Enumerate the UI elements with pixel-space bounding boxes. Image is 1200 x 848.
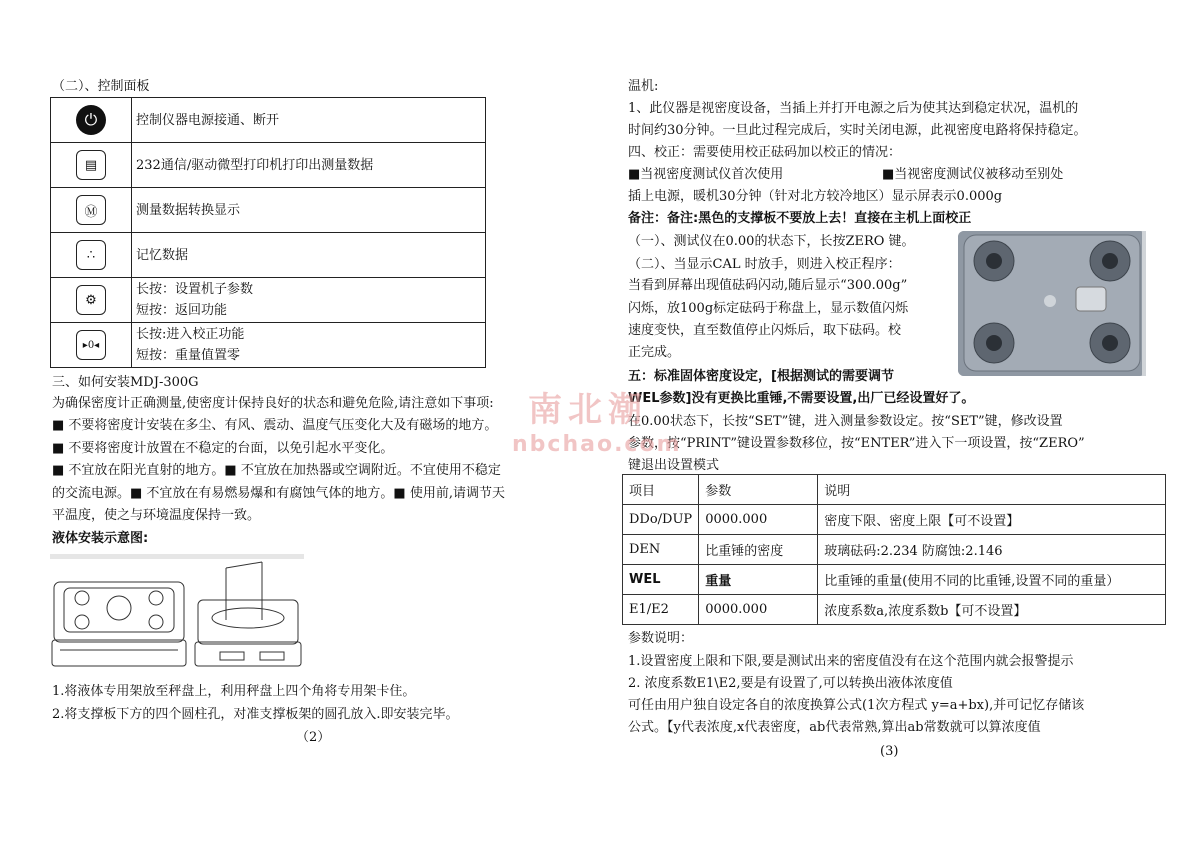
calibration-line: （一）、测试仪在0.00的状态下，长按ZERO 键。: [628, 234, 915, 249]
density-line: 在0.00状态下，长按“SET”键，进入测量参数设定。按“SET”键，修改设置: [628, 414, 1063, 429]
remark: 备注：备注:黑色的支撑板不要放上去！直接在主机上面校正: [628, 211, 972, 226]
liquid-install-illustration: [50, 560, 310, 670]
install-line: 的交流电源。■ 不宜放在有易燃易爆和有腐蚀气体的地方。■ 使用前,请调节天: [52, 486, 505, 501]
table-cell: 重量: [699, 565, 818, 595]
table-cell: WEL: [623, 565, 699, 595]
warm-note: 插上电源，暖机30分钟（针对北方较冷地区）显示屏表示0.000g: [628, 189, 1003, 204]
warm-title: 温机:: [628, 79, 659, 94]
install-line: 为确保密度计正确测量,使密度计保持良好的状态和避免危险,请注意如下事项:: [52, 396, 494, 411]
density-line: 键退出设置模式: [628, 458, 720, 473]
param-note: 1.设置密度上限和下限,要是测试出来的密度值没有在这个范围内就会报警提示: [628, 654, 1074, 669]
param-note: 参数说明：: [628, 631, 694, 646]
calibration-case: ■当视密度测试仪被移动至别处: [882, 167, 1064, 182]
install-title: 三、如何安装MDJ-300G: [52, 375, 199, 390]
column-header: 项目: [623, 475, 699, 505]
table-cell: 密度下限、密度上限【可不设置】: [818, 505, 1166, 535]
install-line: ■ 不宜放在阳光直射的地方。■ 不宜放在加热器或空调附近。不宜使用不稳定: [52, 463, 501, 478]
printer-icon: ▤: [76, 150, 106, 180]
table-row: Ⓜ 测量数据转换显示: [51, 188, 486, 233]
page-number: (3): [880, 744, 899, 759]
mode-icon: Ⓜ: [76, 195, 106, 225]
warm-line: 1、此仪器是视密度设备，当插上并打开电源之后为使其达到稳定状况，温机的: [628, 101, 1079, 116]
liquid-diagram-title: 液体安装示意图:: [52, 531, 149, 546]
density-title: WEL参数]没有更换比重锤,不需要设置,出厂已经设置好了。: [628, 391, 975, 406]
install-line: ■ 不要将密度计放置在不稳定的台面，以免引起水平变化。: [52, 441, 394, 456]
table-row: ⚙ 长按：设置机子参数 短按：返回功能: [51, 278, 486, 323]
table-row: [623, 505, 1166, 535]
page-number: （2）: [296, 730, 331, 745]
calibration-case: ■当视密度测试仪首次使用: [628, 167, 784, 182]
step-line: 1.将液体专用架放至秤盘上，利用秤盘上四个角将专用架卡住。: [52, 684, 416, 699]
table-cell: E1/E2: [623, 595, 699, 625]
param-note: 公式。【y代表浓度,x代表密度，ab代表常熟,算出ab常数就可以算浓度值: [628, 720, 1041, 735]
table-row: ▤ 232通信/驱动微型打印机打印出测量数据: [51, 143, 486, 188]
table-row: ▸0◂ 长按:进入校正功能 短按：重量值置零: [51, 323, 486, 368]
power-icon: ⏻: [76, 105, 106, 135]
table-row: ∴ 记忆数据: [51, 233, 486, 278]
table-cell: 比重锤的重量(使用不同的比重锤,设置不同的重量）: [818, 565, 1166, 595]
warm-line: 时间约30分钟。一旦此过程完成后，实时关闭电源，此视密度电路将保持稳定。: [628, 123, 1087, 138]
memory-icon: ∴: [76, 240, 106, 270]
table-header-row: [623, 475, 1166, 505]
param-note: 可任由用户独自设定各自的浓度换算公式(1次方程式 y=a+bx),并可记忆存储该: [628, 698, 1085, 713]
scale-photo: [958, 231, 1146, 376]
table-row: [623, 565, 1166, 595]
column-header: 参数: [699, 475, 818, 505]
column-header: 说明: [818, 475, 1166, 505]
calibration-line: 当看到屏幕出现值砝码闪动,随后显示“300.00g”: [628, 278, 908, 293]
install-line: 平温度，使之与环境温度保持一致。: [52, 508, 261, 523]
table-cell: 比重锤的密度: [699, 535, 818, 565]
table-cell: 玻璃砝码:2.234 防腐蚀:2.146: [818, 535, 1166, 565]
table-row: [623, 535, 1166, 565]
table-cell: 0000.000: [699, 595, 818, 625]
table-cell: DEN: [623, 535, 699, 565]
parameter-table: [622, 474, 1166, 625]
zero-icon: ▸0◂: [76, 330, 106, 360]
table-row: ⏻ 控制仪器电源接通、断开: [51, 98, 486, 143]
divider: [50, 554, 304, 559]
table-cell: 0000.000: [699, 505, 818, 535]
table-row: [623, 595, 1166, 625]
calibration-title: 四、校正：需要使用校正砝码加以校正的情况：: [628, 145, 902, 160]
calibration-line: 速度变快，直至数值停止闪烁后，取下砝码。校: [628, 323, 902, 338]
calibration-line: （二）、当显示CAL 时放手，则进入校正程序：: [628, 257, 901, 272]
scale-photo-drawing: [958, 231, 1146, 376]
control-panel-table: [50, 97, 486, 368]
density-title: 五：标准固体密度设定，[根据测试的需要调节: [628, 369, 894, 384]
install-line: ■ 不要将密度计安装在多尘、有风、震动、温度气压变化大及有磁场的地方。: [52, 418, 498, 433]
param-note: 2. 浓度系数E1\E2,要是有设置了,可以转换出液体浓度值: [628, 676, 953, 691]
watermark: 南北潮: [528, 390, 648, 430]
control-panel-title: （二）、控制面板: [52, 79, 150, 94]
calibration-line: 正完成。: [628, 345, 681, 360]
watermark: nbchao.com: [512, 432, 682, 457]
step-line: 2.将支撑板下方的四个圆柱孔，对准支撑板架的圆孔放入.即安装完毕。: [52, 707, 459, 722]
table-cell: DDo/DUP: [623, 505, 699, 535]
density-line: 参数，按“PRINT”键设置参数移位，按“ENTER”进入下一项设置，按“ZERO”: [628, 436, 1085, 451]
calibration-line: 闪烁，放100g标定砝码于称盘上，显示数值闪烁: [628, 301, 909, 316]
table-cell: 浓度系数a,浓度系数b【可不设置】: [818, 595, 1166, 625]
gear-icon: ⚙: [76, 285, 106, 315]
